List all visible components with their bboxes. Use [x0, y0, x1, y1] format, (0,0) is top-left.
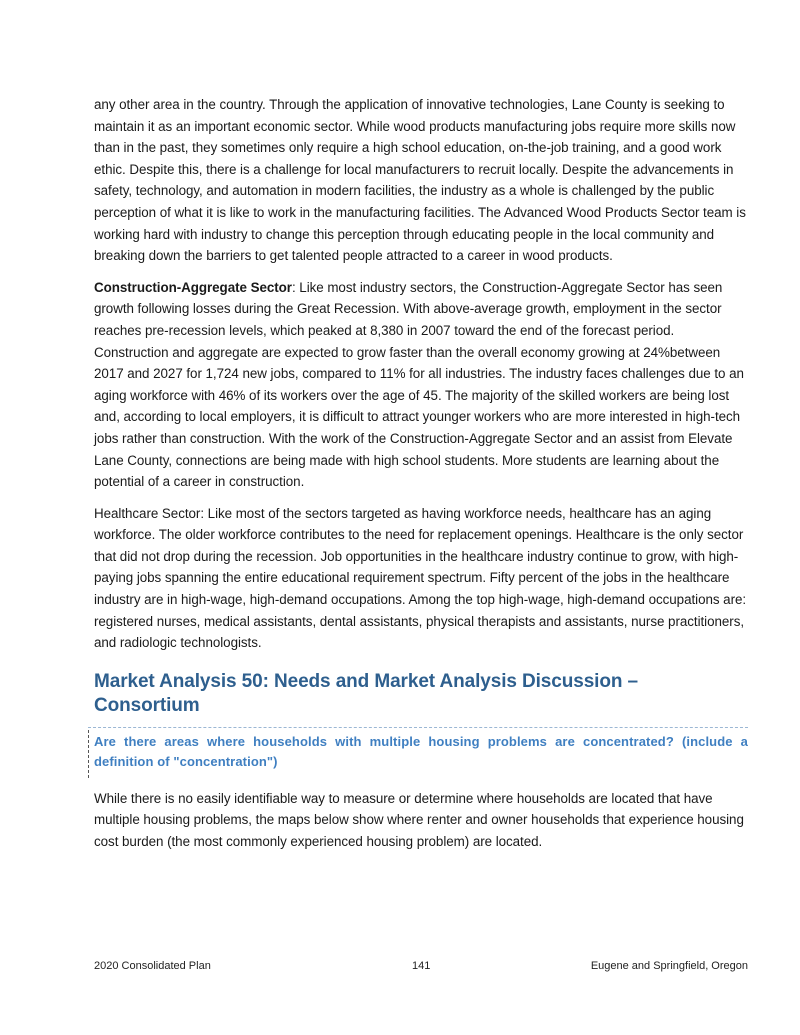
question-box	[88, 727, 748, 778]
construction-paragraph	[94, 277, 748, 493]
question-text: Are there areas where households with multiple housing problems are concentrated? (include a definition of "concentration")	[94, 733, 748, 769]
footer-location: Eugene and Springfield, Oregon	[590, 960, 748, 972]
construction-sector-label: Construction-Aggregate Sector	[94, 279, 292, 295]
construction-paragraph-text: : Like most industry sectors, the Construction-Aggregate Sector has seen growth following losses during the Great Recession. With above-average growth, employment in the sector reaches pre-recession levels, which peaked at 8,380 in 2007 toward the end of the forecast period. Construction and aggregate are expected to grow faster than the overall economy growing at 24%between 2017 and 2027 for 1,724 new jobs, compared to 11% for all industries. The industry faces challenges due to an aging workforce with 46% of its workers over the age of 45. The majority of the skilled workers are being lost and, according to local employers, it is difficult to attract younger workers who are more interested in high-tech jobs rather than construction. With the work of the Construction-Aggregate Sector and an assist from Elevate Lane County, connections are being made with high school students. More students are learning about the potential of a career in construction.	[94, 279, 744, 490]
footer-document-title: 2020 Consolidated Plan	[94, 960, 211, 972]
answer-paragraph: While there is no easily identifiable way to measure or determine where households are located that have multiple housing problems, the maps below show where renter and owner households that experience housing cost burden (the most commonly experienced housing problem) are located.	[94, 790, 744, 850]
healthcare-paragraph: Healthcare Sector: Like most of the sectors targeted as having workforce needs, healthcare has an aging workforce. The older workforce contributes to the need for replacement openings. Healthcare is the only sector that did not drop during the recession. Job opportunities in the healthcare industry continue to grow, with high-paying jobs spanning the entire educational requirement spectrum. Fifty percent of the jobs in the healthcare industry are in high-wage, high-demand occupations. Among the top high-wage, high-demand occupations are: registered nurses, medical assistants, dental assistants, physical therapists and assistants, nurse practitioners, and radiologic technologists.	[94, 505, 747, 651]
wood-products-paragraph: any other area in the country. Through the application of innovative technologies, Lane County is seeking to maintain it as an important economic sector. While wood products manufacturing jobs require more skills now than in the past, they sometimes only require a high school education, on-the-job training, and a good work ethic. Despite this, there is a challenge for local manufacturers to recruit locally. Despite the advancements in safety, technology, and automation in modern facilities, the industry as a whole is challenged by the public perception of what it is like to work in the manufacturing facilities. The Advanced Wood Products Sector team is working hard with industry to change this perception through educating people in the local community and breaking down the barriers to get talented people attracted to a career in wood products.	[94, 97, 746, 264]
footer-page-number: 141	[412, 960, 431, 972]
page-content	[94, 94, 748, 863]
section-heading: Market Analysis 50: Needs and Market Analysis Discussion – Consortium	[94, 670, 639, 716]
page-footer	[94, 960, 748, 976]
